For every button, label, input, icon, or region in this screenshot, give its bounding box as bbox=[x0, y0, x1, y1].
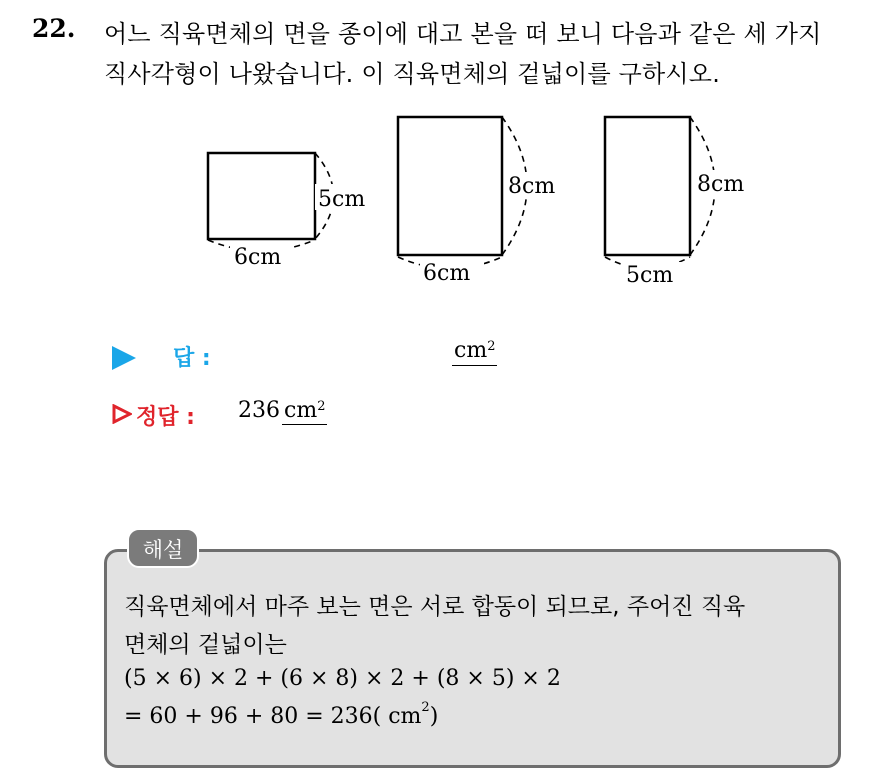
rect-6x8 bbox=[398, 117, 502, 255]
solution-expression: (5 × 6) × 2 + (6 × 8) × 2 + (8 × 5) × 2 bbox=[124, 666, 561, 691]
width-label-3: 5cm bbox=[626, 263, 674, 288]
correct-answer bbox=[238, 398, 327, 424]
height-label-3: 8cm bbox=[697, 172, 745, 197]
solution-result-close: ) bbox=[429, 704, 439, 729]
height-label-1: 5cm bbox=[318, 187, 366, 212]
width-label-1: 6cm bbox=[234, 245, 282, 270]
solution-result-text: = 60 + 96 + 80 = 236( cm bbox=[124, 704, 422, 729]
correct-answer-unit-exponent: 2 bbox=[317, 399, 326, 414]
correct-answer-unit-wrap bbox=[282, 398, 327, 425]
answer-unit-exponent: 2 bbox=[487, 339, 496, 354]
answer-label: 답 : bbox=[173, 346, 211, 371]
answer-triangle-icon bbox=[112, 346, 136, 370]
question-text-line-2: 직사각형이 나왔습니다. 이 직육면체의 겉넓이를 구하시오. bbox=[104, 60, 721, 88]
rectangle-figures bbox=[0, 0, 884, 300]
question-text-line-1: 어느 직육면체의 면을 종이에 대고 본을 떠 보니 다음과 같은 세 가지 bbox=[104, 20, 822, 48]
solution-tag: 해설 bbox=[127, 528, 199, 568]
rect-6x5 bbox=[208, 153, 315, 239]
correct-answer-value: 236 bbox=[238, 398, 280, 423]
correct-triangle-icon bbox=[112, 404, 132, 424]
solution-result-exponent: 2 bbox=[421, 700, 430, 715]
rect-5x8 bbox=[605, 117, 690, 255]
solution-line-1: 직육면체에서 마주 보는 면은 서로 합동이 되므로, 주어진 직육 bbox=[124, 594, 746, 620]
height-label-2: 8cm bbox=[508, 174, 556, 199]
correct-answer-label: 정답 : bbox=[136, 405, 195, 430]
width-label-2: 6cm bbox=[423, 261, 471, 286]
solution-result bbox=[124, 700, 439, 729]
question-number: 22. bbox=[32, 14, 76, 43]
answer-blank-unit[interactable] bbox=[452, 338, 497, 366]
solution-line-2: 면체의 겉넓이는 bbox=[124, 632, 287, 658]
answer-unit: cm bbox=[454, 338, 488, 363]
figure-rect-1 bbox=[208, 153, 375, 270]
figure-rect-3 bbox=[605, 117, 756, 288]
correct-answer-unit: cm bbox=[284, 398, 318, 423]
figure-rect-2 bbox=[398, 117, 567, 286]
